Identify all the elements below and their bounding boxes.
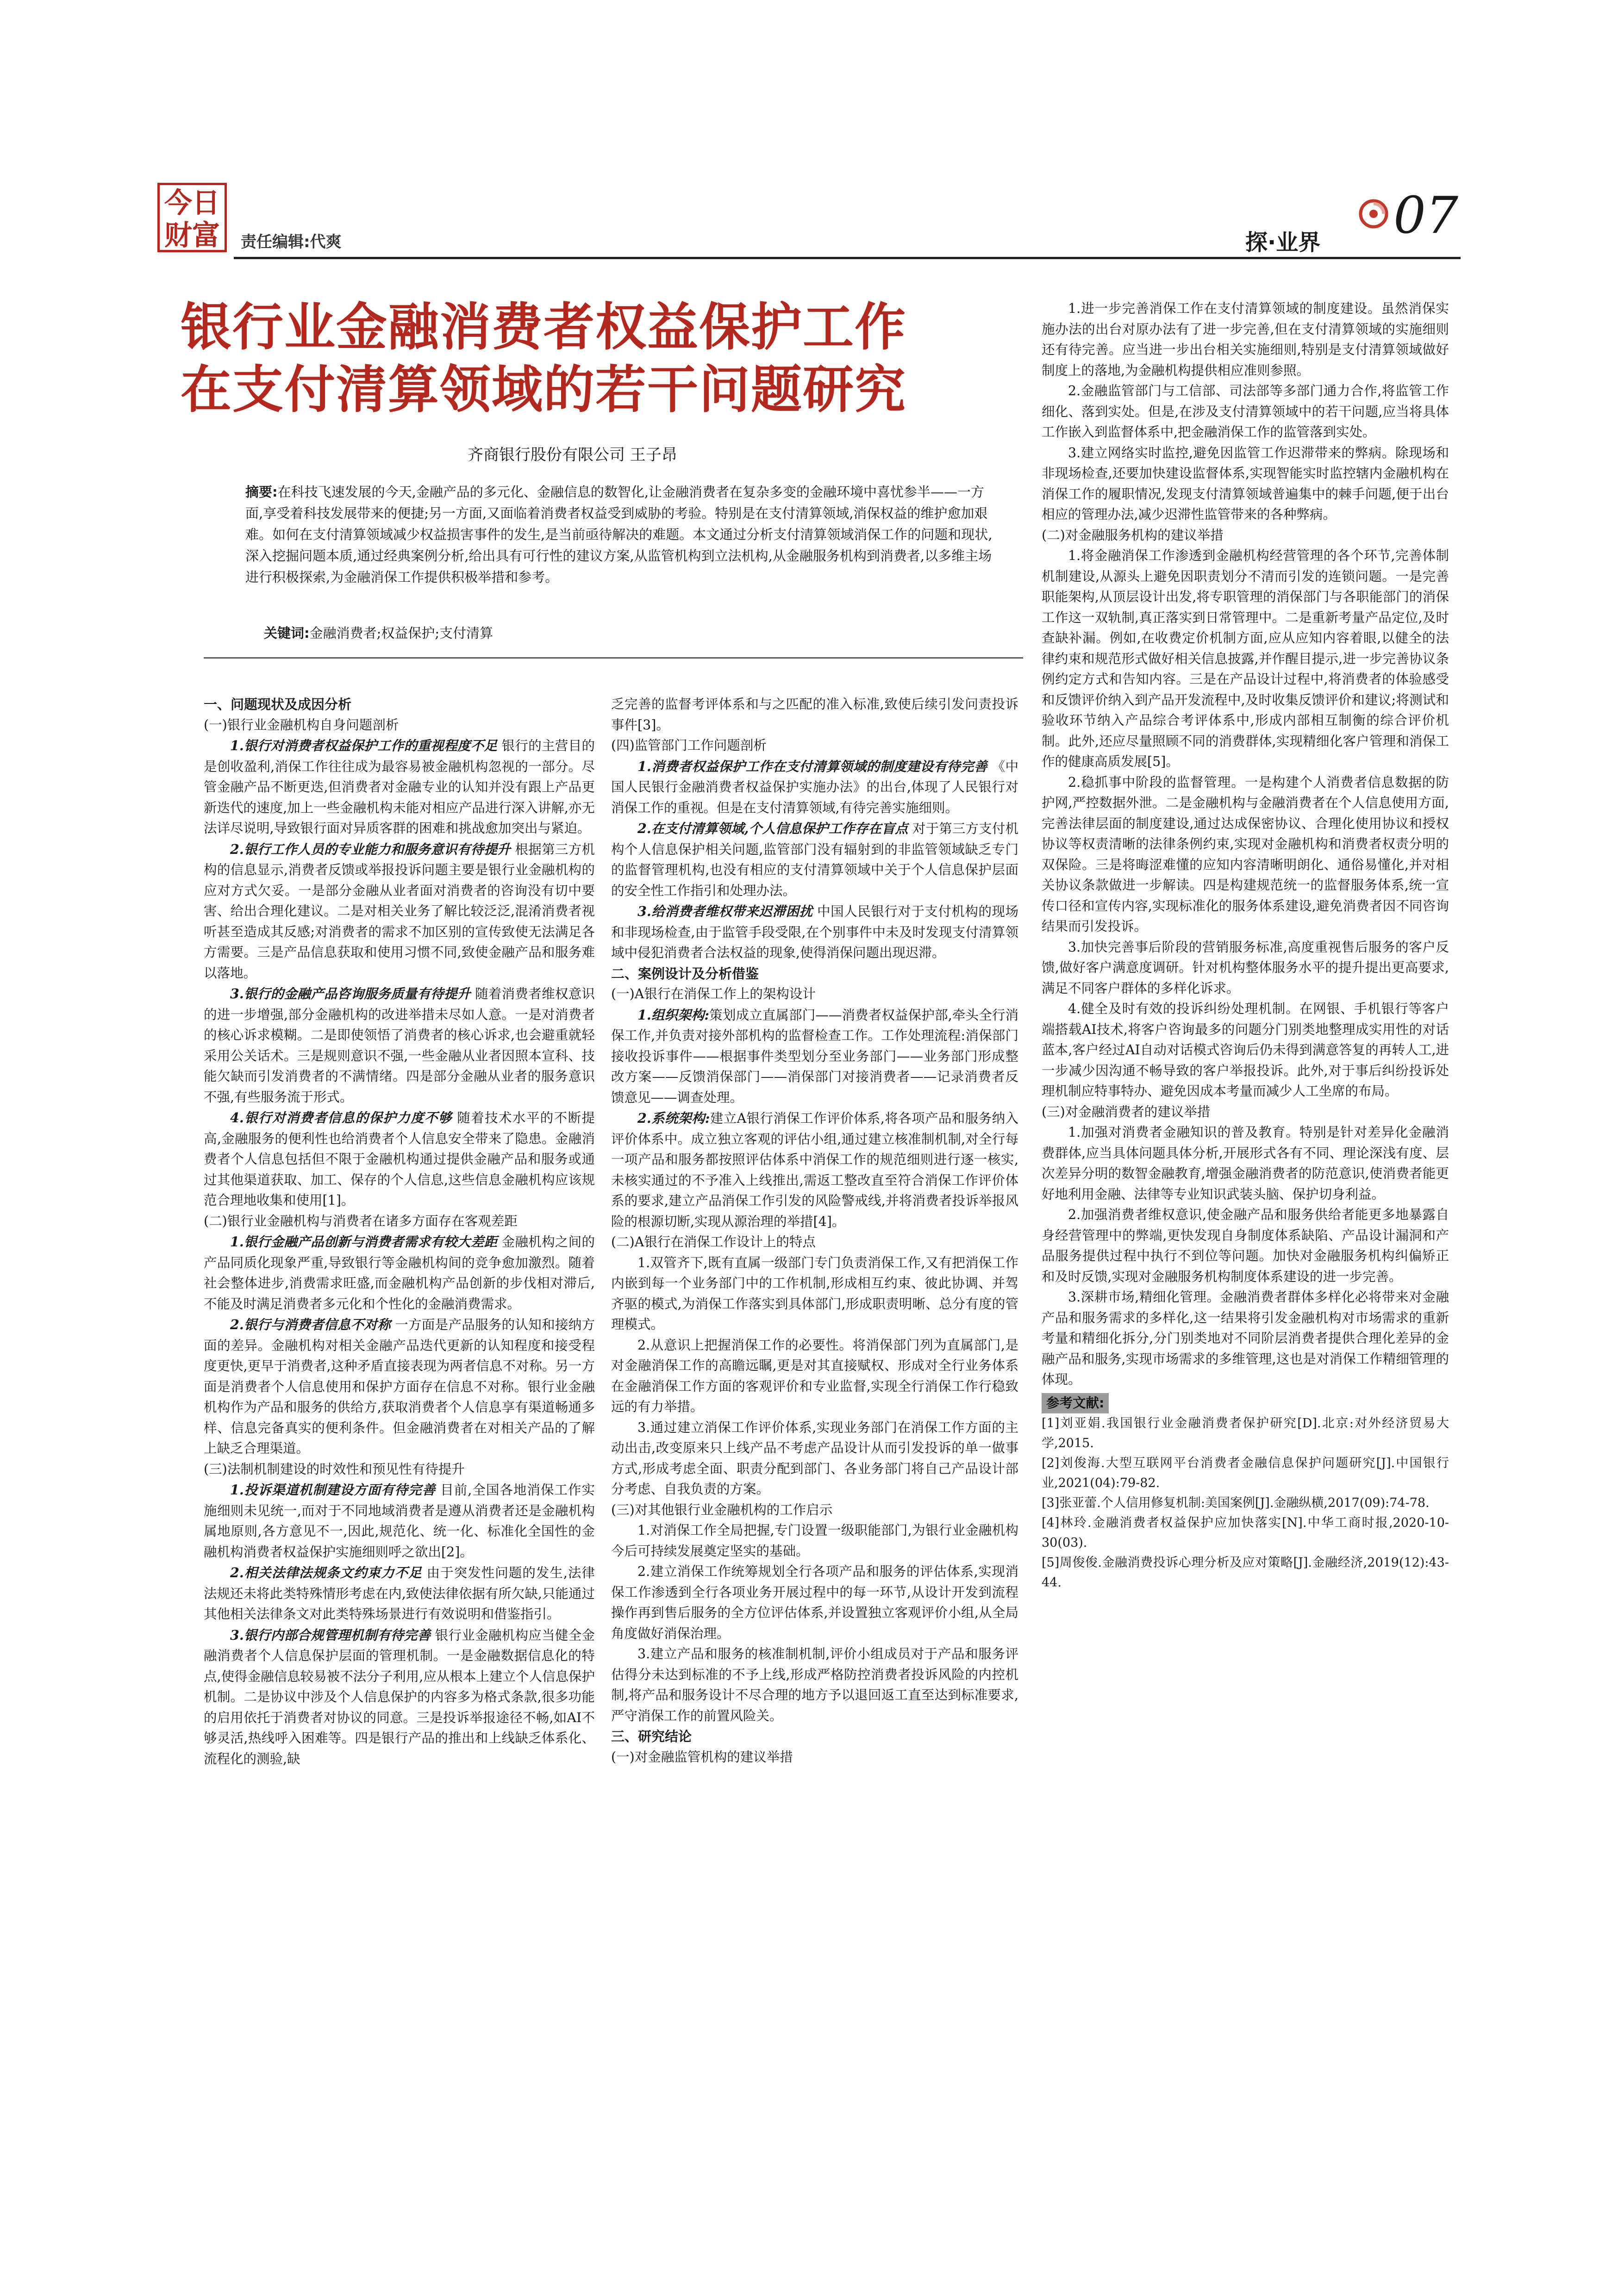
paragraph <box>611 1005 1018 1108</box>
subsection-heading: (四)监管部门工作问题剖析 <box>611 738 767 753</box>
article-title <box>181 296 1028 421</box>
paragraph: 3.通过建立消保工作评价体系,实现业务部门在消保工作方面的主动出击,改变原来只上线产品不考虑产品设计从而引发投诉的单一做事方式,形成考虑全面、职责分配到部门、各业务部门将自己产品设计部分考虑、自我负责的方案。 <box>611 1419 1018 1497</box>
subsection-heading: (二)A银行在消保工作设计上的特点 <box>611 1234 816 1250</box>
subsection-heading: (三)对其他银行业金融机构的工作启示 <box>611 1502 833 1518</box>
paragraph <box>204 1625 595 1770</box>
paragraph-text: 金融机构之间的产品同质化现象严重,导致银行等金融机构间的竞争愈加激烈。随着社会整体进步,消费需求旺盛,而金融机构产品创新的步伐相对滞后,不能及时满足消费者多元化和个性化的金融消费需求。 <box>204 1234 595 1312</box>
keywords <box>264 622 986 644</box>
subsection-heading: (二)对金融服务机构的建议举措 <box>1042 527 1224 543</box>
swirl-icon <box>1359 199 1388 229</box>
paragraph-lead: 2.相关法律法规条文约束力不足 <box>230 1565 422 1580</box>
section-heading: 二、案例设计及分析借鉴 <box>611 965 759 982</box>
logo-line-1: 今日 <box>164 187 220 219</box>
keywords-text: 金融消费者;权益保护;支付清算 <box>309 625 493 641</box>
paragraph: 3.建立产品和服务的核准制机制,评价小组成员对于产品和服务评估得分未达到标准的不予上线,形成严格防控消费者投诉风险的内控机制,将产品和服务设计不尽合理的地方予以退回返工直至达到标准要求,严守消保工作的前置风险关。 <box>611 1646 1018 1724</box>
paragraph: 4.健全及时有效的投诉纠纷处理机制。在网银、手机银行等客户端搭载AI技术,将客户咨询最多的问题分门别类地整理成实用性的对话蓝本,客户经过AI自动对话模式咨询后仍未得到满意答复的再转人工,进一步减少因沟通不畅导致的客户举报投诉。此外,对于事后纠纷投诉处理机制应特事特办、避免因成本考量而减少人工坐席的布局。 <box>1042 1001 1449 1099</box>
paragraph <box>611 756 1018 819</box>
paragraph-text: 随着消费者维权意识的进一步增强,部分金融机构的改进举措未尽如人意。一是对消费者的核心诉求模糊。二是即使领悟了消费者的核心诉求,也会避重就轻采用公关话术。三是规则意识不强,一些金融从业者因照本宣科、技能欠缺而引发消费者的不满情绪。四是部分金融从业者的服务意识不强,有些服务流于形式。 <box>204 986 595 1105</box>
editor-credit: 责任编辑:代爽 <box>241 233 342 251</box>
section-label: 探·业界 <box>1245 230 1321 255</box>
paragraph-lead: 2.系统架构: <box>637 1110 710 1126</box>
paragraph: 1.将金融消保工作渗透到金融机构经营管理的各个环节,完善体制机制建设,从源头上避免因职责划分不清而引发的连锁问题。一是完善职能架构,从顶层设计出发,将专职管理的消保部门与各职能部门的消保工作这一双轨制,真正落实到日常管理中。二是重新考量产品定位,及时查缺补漏。例如,在收费定价机制方面,应从应知内容着眼,以健全的法律约束和规范形式做好相关信息披露,并作醒目提示,进一步完善协议条例约定方式和告知内容。三是在产品设计过程中,将消费者的体验感受和反馈评价纳入到产品开发流程中,及时收集反馈评价和建议;将测试和验收环节纳入产品综合考评体系中,形成内部相互制衡的综合评价机制。此外,还应尽量照顾不同的消费群体,实现精细化客户管理和消保工作的健康高质发展[5]。 <box>1042 548 1449 769</box>
abstract-label: 摘要: <box>245 484 278 500</box>
paragraph-text: 银行的主营目的是创收盈利,消保工作往往成为最容易被金融机构忽视的一部分。尽管金融产品不断更迭,但消费者对金融专业的认知并没有跟上产品更新迭代的速度,加上一些金融机构未能对相应产品进行深入讲解,亦无法详尽说明,导致银行面对异质客群的困难和挑战愈加突出与紧迫。 <box>204 738 595 836</box>
paragraph: 3.加快完善事后阶段的营销服务标准,高度重视售后服务的客户反馈,做好客户满意度调研。针对机构整体服务水平的提升提出更高要求,满足不同客户群体的多样化诉求。 <box>1042 939 1449 996</box>
paragraph: 2.加强消费者维权意识,使金融产品和服务供给者能更多地暴露自身经营管理中的弊端,更快发现自身制度体系缺陷、产品设计漏洞和产品服务提供过程中执行不到位等问题。加快对金融服务机构纠偏矫正和及时反馈,实现对金融服务机构制度体系建设的进一步完善。 <box>1042 1207 1449 1284</box>
paragraph <box>204 1480 595 1562</box>
paragraph-text: 策划成立直属部门——消费者权益保护部,牵头全行消保工作,并负责对接外部机构的监督检查工作。工作处理流程:消保部门接收投诉事件——根据事件类型划分至业务部门——业务部门形成整改方案——反馈消保部门——消保部门对接消费者——记录消费者反馈意见——调查处理。 <box>611 1007 1018 1105</box>
paragraph: 3.建立网络实时监控,避免因监管工作迟滞带来的弊病。除现场和非现场检查,还要加快建设监督体系,实现智能实时监控辖内金融机构在消保工作的履职情况,发现支付清算领域普遍集中的棘手问题,便于出台相应的管理办法,减少迟滞性监管带来的各种弊病。 <box>1042 445 1449 522</box>
paragraph-text: 由于突发性问题的发生,法律法规还未将此类特殊情形考虑在内,致使法律依据有所欠缺,只能通过其他相关法律条文对此类特殊场景进行有效说明和借鉴指引。 <box>204 1565 595 1622</box>
column-2 <box>611 694 1018 1767</box>
paragraph-text: 《中国人民银行金融消费者权益保护实施办法》的出台,体现了人民银行对消保工作的重视。但是在支付清算领域,有待完善实施细则。 <box>611 759 1018 815</box>
paragraph-text: 随着技术水平的不断提高,金融服务的便利性也给消费者个人信息安全带来了隐患。金融消费者个人信息包括但不限于金融机构通过提供金融产品和服务或通过其他渠道获取、加工、保存的个人信息,这些信息金融机构应该规范合理地收集和使用[1]。 <box>204 1110 595 1208</box>
subsection-heading: (二)银行业金融机构与消费者在诸多方面存在客观差距 <box>204 1213 518 1229</box>
paragraph-lead: 3.银行的金融产品咨询服务质量有待提升 <box>230 986 471 1002</box>
section-heading: 三、研究结论 <box>611 1729 692 1744</box>
title-line-2: 在支付清算领域的若干问题研究 <box>181 360 906 419</box>
logo-line-2: 财富 <box>164 219 220 252</box>
subsection-heading: (一)银行业金融机构自身问题剖析 <box>204 717 399 733</box>
paragraph-lead: 1.投诉渠道机制建设方面有待完善 <box>230 1482 436 1498</box>
magazine-logo <box>157 183 227 252</box>
paragraph <box>204 1232 595 1314</box>
paragraph-lead: 2.银行与消费者信息不对称 <box>230 1317 391 1332</box>
subsection-heading: (三)法制机制建设的时效性和预见性有待提升 <box>204 1461 465 1477</box>
abstract <box>245 481 995 588</box>
paragraph-lead: 1.消费者权益保护工作在支付清算领域的制度建设有待完善 <box>637 758 987 774</box>
paragraph <box>204 1108 595 1211</box>
subsection-heading: (一)A银行在消保工作上的架构设计 <box>611 986 816 1002</box>
paragraph-lead: 2.在支付清算领域,个人信息保护工作存在盲点 <box>637 821 908 836</box>
reference-item: [5]周俊俊.金融消费投诉心理分析及应对策略[J].金融经济,2019(12):43-44. <box>1042 1556 1449 1590</box>
subsection-heading: (三)对金融消费者的建议举措 <box>1042 1104 1211 1120</box>
paragraph: 乏完善的监督考评体系和与之匹配的准入标准,致使后续引发问责投诉事件[3]。 <box>611 697 1018 733</box>
paragraph <box>204 735 595 839</box>
section-heading: 一、问题现状及成因分析 <box>204 697 352 712</box>
reference-item: [1]刘亚娟.我国银行业金融消费者保护研究[D].北京:对外经济贸易大学,2015. <box>1042 1416 1449 1450</box>
paragraph <box>204 983 595 1108</box>
paragraph-lead: 1.银行金融产品创新与消费者需求有较大差距 <box>230 1234 498 1250</box>
subsection-heading: (一)对金融监管机构的建议举措 <box>611 1749 793 1765</box>
paragraph-lead: 1.银行对消费者权益保护工作的重视程度不足 <box>230 738 498 753</box>
references-heading: 参考文献: <box>1042 1393 1109 1414</box>
paragraph <box>611 1108 1018 1232</box>
reference-item: [4]林玲.金融消费者权益保护应加快落实[N].中华工商时报,2020-10-30(03). <box>1042 1516 1449 1550</box>
paragraph: 2.金融监管部门与工信部、司法部等多部门通力合作,将监管工作细化、落到实处。但是,在涉及支付清算领域中的若干问题,应当将具体工作嵌入到监督体系中,把金融消保工作的监管落到实处。 <box>1042 383 1449 440</box>
reference-item: [2]刘俊海.大型互联网平台消费者金融信息保护问题研究[J].中国银行业,2021(04):79-82. <box>1042 1456 1449 1490</box>
paragraph <box>611 901 1018 964</box>
paragraph-text: 一方面是产品服务的认知和接纳方面的差异。金融机构对相关金融产品迭代更新的认知程度和接受程度更快,更早于消费者,这种矛盾直接表现为两者信息不对称。另一方面是消费者个人信息使用和保护方面存在信息不对称。银行业金融机构作为产品和服务的供给方,获取消费者个人信息享有渠道畅通多样、信息完备真实的便利条件。但金融消费者在对相关产品的了解上缺乏合理渠道。 <box>204 1317 595 1456</box>
paragraph <box>204 1562 595 1625</box>
abstract-text: 在科技飞速发展的今天,金融产品的多元化、金融信息的数智化,让金融消费者在复杂多变的金融环境中喜忧参半——一方面,享受着科技发展带来的便捷;另一方面,又面临着消费者权益受到威胁的考验。特别是在支付清算领域,消保权益的维护愈加艰难。如何在支付清算领域减少权益损害事件的发生,是当前亟待解决的难题。本文通过分析支付清算领域消保工作的问题和现状,深入挖掘问题本质,通过经典案例分析,给出具有可行性的建议方案,从监管机构到立法机构,从金融服务机构到消费者,以多维主场进行积极探索,为金融消保工作提供积极举措和参考。 <box>245 484 993 585</box>
paragraph-lead: 2.银行工作人员的专业能力和服务意识有待提升 <box>230 841 511 857</box>
author-line: 齐商银行股份有限公司 王子昂 <box>468 446 677 464</box>
paragraph: 1.对消保工作全局把握,专门设置一级职能部门,为银行业金融机构今后可持续发展奠定坚实的基础。 <box>611 1523 1018 1559</box>
paragraph-lead: 3.给消费者维权带来迟滞困扰 <box>637 903 813 919</box>
keywords-label: 关键词: <box>264 625 310 641</box>
paragraph: 1.双管齐下,既有直属一级部门专门负责消保工作,又有把消保工作内嵌到每一个业务部门中的工作机制,形成相互约束、彼此协调、并驾齐驱的模式,为消保工作落实到具体部门,形成职责明晰、总分有度的管理模式。 <box>611 1255 1018 1332</box>
paragraph-lead: 1.组织架构: <box>637 1007 710 1023</box>
paragraph-text: 中国人民银行对于支付机构的现场和非现场检查,由于监管手段受限,在个别事件中未及时发现支付清算领域中侵犯消费者合法权益的现象,使得消保问题出现迟滞。 <box>611 904 1018 960</box>
paragraph <box>204 839 595 984</box>
paragraph <box>611 818 1018 901</box>
paragraph-text: 对于第三方支付机构个人信息保护相关问题,监管部门没有辐射到的非监管领域缺乏专门的监督管理机构,也没有相应的支付清算领域中关于个人信息保护层面的安全性工作指引和处理办法。 <box>611 821 1018 898</box>
paragraph-lead: 3.银行内部合规管理机制有待完善 <box>230 1627 431 1643</box>
paragraph: 2.建立消保工作统筹规划全行各项产品和服务的评估体系,实现消保工作渗透到全行各项业务开展过程中的每一环节,从设计开发到流程操作再到售后服务的全方位评估体系,并设置独立客观评价小组,从全局角度做好消保治理。 <box>611 1564 1018 1641</box>
column-3 <box>1042 299 1449 1593</box>
paragraph-text: 根据第三方机构的信息显示,消费者反馈或举报投诉问题主要是银行业金融机构的应对方式欠妥。一是部分金融从业者面对消费者的咨询没有切中要害、给出合理化建议。二是对相关业务了解比较泛泛,混淆消费者视听甚至造成其反感;对消费者的需求不加区别的宣传致使无法满足各方需要。三是产品信息获取和使用习惯不同,致使金融产品和服务难以落地。 <box>204 841 595 981</box>
column-1 <box>204 694 595 1769</box>
title-divider <box>204 657 1023 659</box>
paragraph <box>204 1314 595 1459</box>
paragraph-lead: 4.银行对消费者信息的保护力度不够 <box>230 1110 452 1126</box>
paragraph-text: 银行业金融机构应当健全金融消费者个人信息保护层面的管理机制。一是金融数据信息化的特点,使得金融信息较易被不法分子利用,应从根本上建立个人信息保护机制。二是协议中涉及个人信息保护的内容多为格式条款,很多功能的启用依托于消费者对协议的同意。三是投诉举报途径不畅,如AI不够灵活,热线呼入困难等。四是银行产品的推出和上线缺乏体系化、流程化的测验,缺 <box>204 1627 595 1767</box>
paragraph: 1.进一步完善消保工作在支付清算领域的制度建设。虽然消保实施办法的出台对原办法有了进一步完善,但在支付清算领域的实施细则还有待完善。应当进一步出台相关实施细则,特别是支付清算领域做好制度上的落地,为金融机构提供相应准则参照。 <box>1042 301 1449 378</box>
paragraph: 1.加强对消费者金融知识的普及教育。特别是针对差异化金融消费群体,应当具体问题具体分析,开展形式各有不同、理论深浅有度、层次差异分明的数智金融教育,增强金融消费者的防范意识,使消费者能更好地利用金融、法律等专业知识武装头脑、保护切身利益。 <box>1042 1125 1449 1202</box>
page-number: 07 <box>1393 186 1458 245</box>
paragraph-text: 建立A银行消保工作评价体系,将各项产品和服务纳入评价体系中。成立独立客观的评估小组,通过建立核准制机制,对全行每一项产品和服务都按照评估体系中消保工作的规范细则进行逐一核实,未核实通过的不予准入上线推出,需返工整改直至符合消保工作评价体系的要求,建立产品消保工作引发的风险警戒线,并将消费者投诉举报风险的根源切断,实现从源治理的举措[4]。 <box>611 1111 1018 1229</box>
paragraph: 2.稳抓事中阶段的监督管理。一是构建个人消费者信息数据的防护网,严控数据外泄。二是金融机构与金融消费者在个人信息使用方面,完善法律层面的制度建设,通过达成保密协议、合理化使用协议和授权协议等权责清晰的法律条例约束,实现对金融机构和消费者权责分明的双保险。三是将晦涩难懂的应知内容清晰明朗化、通俗易懂化,并对相关协议条款做进一步解读。四是构建规范统一的监督服务体系,统一宣传口径和宣传内容,实现标准化的服务体系建设,避免消费者因不同咨询结果而引发投诉。 <box>1042 774 1449 934</box>
paragraph-text: 目前,全国各地消保工作实施细则未见统一,而对于不同地域消费者是遵从消费者还是金融机构属地原则,各方意见不一,因此,规范化、统一化、标准化全国性的金融机构消费者权益保护实施细则呼之欲出[2]。 <box>204 1482 595 1560</box>
reference-item: [3]张亚蕾.个人信用修复机制:美国案例[J].金融纵横,2017(09):74-78. <box>1042 1496 1430 1510</box>
title-line-1: 银行业金融消费者权益保护工作 <box>181 298 906 357</box>
header-rule <box>234 257 1461 259</box>
paragraph: 3.深耕市场,精细化管理。金融消费者群体多样化必将带来对金融产品和服务需求的多样化,这一结果将引发金融机构对市场需求的重新考量和精细化拆分,分门别类地对不同阶层消费者提供合理化差异的金融产品和服务,实现市场需求的多维管理,这也是对消保工作精细管理的体现。 <box>1042 1289 1449 1387</box>
paragraph: 2.从意识上把握消保工作的必要性。将消保部门列为直属部门,是对金融消保工作的高瞻远瞩,更是对其直接赋权、形成对全行业务体系在金融消保工作方面的客观评价和专业监督,实现全行消保工作行稳致远的有力举措。 <box>611 1337 1018 1414</box>
